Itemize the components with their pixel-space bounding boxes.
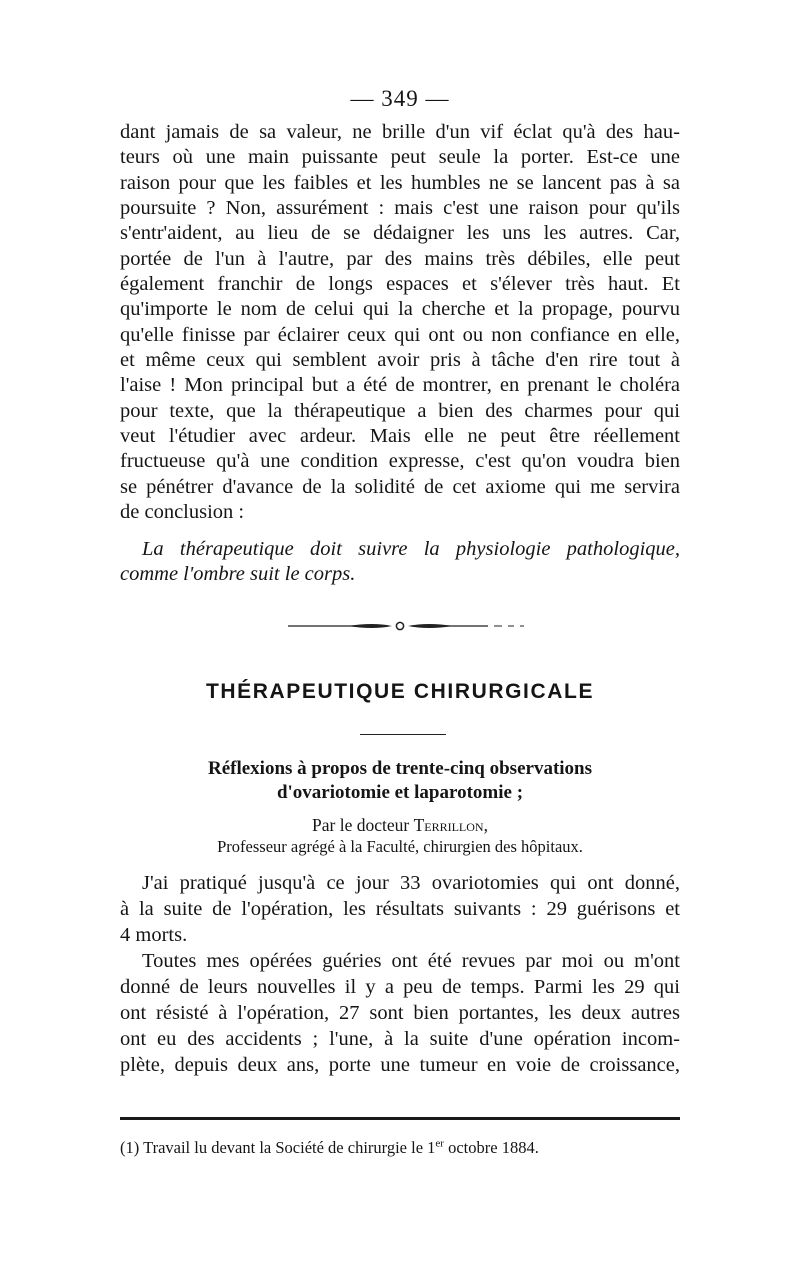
axiom-quote — [120, 537, 680, 588]
text-line: poursuite ? Non, assurément : mais c'est une raison pour qu'ils — [120, 197, 680, 220]
footnote — [120, 1138, 680, 1158]
text-line: 4 morts. — [120, 924, 188, 946]
ornament-divider — [288, 620, 528, 632]
text-line: dant jamais de sa valeur, ne brille d'un vif éclat qu'à des hau- — [120, 121, 680, 143]
text-line: teurs où une main puissante peut seule la porter. Est-ce une — [120, 146, 680, 169]
author-prefix: Par le docteur — [312, 815, 410, 835]
footnote-superscript: er — [435, 1137, 444, 1150]
article-title-line: Réflexions à propos de trente-cinq observations — [207, 758, 593, 779]
article-title-line: d'ovariotomie et laparotomie ; — [276, 782, 524, 803]
text-line: de conclusion : — [120, 501, 245, 524]
footnote-rule — [120, 1117, 680, 1120]
text-line: ont résisté à l'opération, 27 sont bien portantes, les deux autres — [120, 1002, 680, 1024]
text-line: raison pour que les faibles et les humbles ne se lancent pas à sa — [120, 171, 680, 194]
text-line: portée de l'un à l'autre, par des mains très débiles, elle peut — [120, 247, 680, 270]
text-line: veut l'étudier avec ardeur. Mais elle ne peut être réellement — [120, 425, 680, 448]
author-block — [0, 814, 800, 858]
text-line: plète, depuis deux ans, porte une tumeur en voie de croissance, — [120, 1054, 680, 1076]
section-title: THÉRAPEUTIQUE CHIRURGICALE — [205, 680, 595, 703]
text-line: qu'importe le nom de celui qui la cherche et la propage, pourvu — [120, 298, 680, 321]
axiom-line: La thérapeutique doit suivre la physiologie pathologique, — [142, 538, 680, 560]
author-name: Terrillon, — [413, 815, 488, 835]
author-line — [0, 814, 800, 836]
footnote-text-end: octobre 1884. — [443, 1138, 539, 1157]
text-line: s'entr'aident, au lieu de se dédaigner les uns les autres. Car, — [120, 222, 680, 245]
text-line: également franchir de longs espaces et s'élever très haut. Et — [120, 273, 680, 296]
axiom-line: comme l'ombre suit le corps. — [120, 563, 356, 586]
text-line: se pénétrer d'avance de la solidité de cet axiome qui me servira — [120, 475, 680, 498]
text-line: ont eu des accidents ; l'une, à la suite d'une opération incom- — [120, 1028, 680, 1050]
text-line: l'aise ! Mon principal but a été de montrer, en prenant le choléra — [120, 374, 680, 397]
footnote-marker: (1) — [120, 1138, 140, 1157]
text-line: Toutes mes opérées guéries ont été revues par moi ou m'ont — [142, 950, 680, 972]
text-line: qu'elle finisse par éclairer ceux qui ont ou non confiance en elle, — [120, 323, 680, 346]
article-title — [0, 757, 800, 805]
text-line: pour texte, que la thérapeutique a bien des charmes pour qui — [120, 399, 680, 422]
footnote-text: Travail lu devant la Société de chirurgie le 1 — [143, 1138, 436, 1157]
article-text — [120, 870, 680, 1078]
page-number: — 349 — — [350, 86, 450, 111]
author-role: Professeur agrégé à la Faculté, chirurgien des hôpitaux. — [217, 837, 583, 856]
text-line: J'ai pratiqué jusqu'à ce jour 33 ovariotomies qui ont donné, — [142, 872, 680, 894]
text-line: et même ceux qui semblent avoir pris à tâche d'en rire tout à — [120, 349, 680, 372]
body-paragraph — [120, 120, 680, 526]
text-line: donné de leurs nouvelles il y a peu de temps. Parmi les 29 qui — [120, 976, 680, 998]
title-rule — [360, 734, 446, 735]
text-line: fructueuse qu'à une condition expresse, c'est qu'on voudra bien — [120, 450, 680, 473]
text-line: à la suite de l'opération, les résultats suivants : 29 guérisons et — [120, 898, 680, 920]
